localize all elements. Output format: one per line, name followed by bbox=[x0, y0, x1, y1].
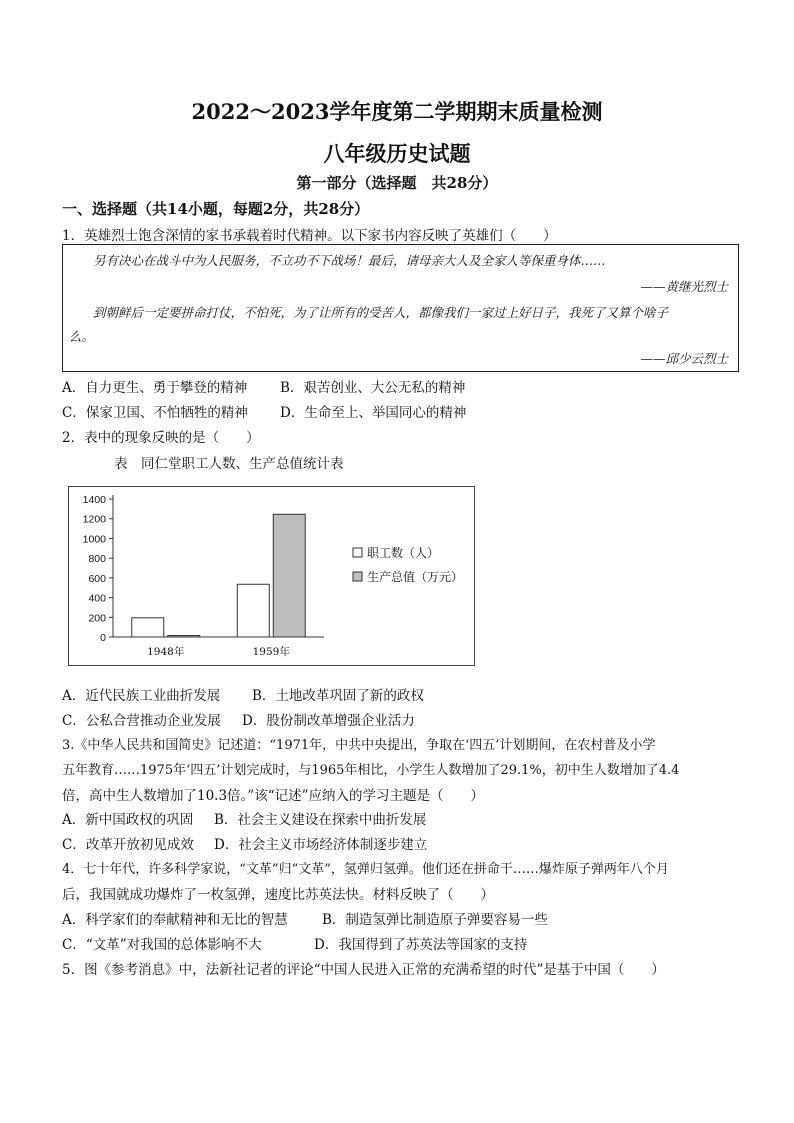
bar bbox=[168, 636, 200, 637]
y-tick-label: 200 bbox=[88, 612, 106, 625]
q4-line2: 后，我国就成功爆炸了一枚氢弹，速度比苏英法快。材料反映了（ ） bbox=[62, 887, 494, 903]
q1-letter1: 另有决心在战斗中为人民服务，不立功不下战场！最后，请母亲大人及全家人等保重身体…… bbox=[93, 253, 606, 268]
q1-stem: 1．英雄烈士饱含深情的家书承载着时代精神。以下家书内容反映了英雄们（ ） bbox=[62, 228, 557, 244]
legend-label: 职工数（人） bbox=[367, 546, 440, 560]
q4-line1: 4．七十年代，许多科学家说，“文革”归“文革”，氢弹归氢弹。他们还在拼命干……爆炸原子弹两年八个月 bbox=[62, 862, 669, 877]
bar bbox=[132, 618, 164, 637]
q1-letter2-cont: 么。 bbox=[69, 329, 95, 344]
exam-title: 2022～2023学年度第二学期期末质量检测 bbox=[191, 99, 603, 124]
y-tick-label: 1000 bbox=[82, 533, 106, 546]
q1-option-b: B．艰苦创业、大公无私的精神 bbox=[280, 380, 466, 396]
q1-signature2: ——邱少云烈士 bbox=[640, 351, 728, 366]
y-tick-label: 0 bbox=[100, 632, 106, 644]
q1-letter2: 到朝鲜后一定要拼命打仗，不怕死，为了让所有的受苦人，都像我们一家过上好日子，我死了又算个啥子 bbox=[93, 305, 669, 320]
bar bbox=[273, 514, 305, 637]
y-tick-label: 800 bbox=[88, 553, 106, 566]
q3-option-b: B．社会主义建设在探索中曲折发展 bbox=[214, 812, 427, 828]
q3-option-c: C．改革开放初见成效 bbox=[62, 837, 194, 853]
q3-option-d: D．社会主义市场经济体制逐步建立 bbox=[214, 837, 428, 853]
q2-option-d: D．股份制改革增强企业活力 bbox=[242, 713, 415, 729]
q3-line1: 3.《中华人民共和国简史》记述道：“1971年，中共中央提出，争取在‘四五’计划期间，在农村普及小学 bbox=[62, 738, 656, 753]
legend-swatch bbox=[353, 572, 362, 581]
q4-option-b: B．制造氢弹比制造原子弹要容易一些 bbox=[322, 912, 548, 928]
q1-option-c: C．保家卫国、不怕牺牲的精神 bbox=[62, 405, 248, 421]
q2-option-b: B．土地改革巩固了新的政权 bbox=[252, 688, 424, 704]
y-tick-label: 1400 bbox=[82, 494, 106, 506]
q5-stem: 5．图《参考消息》中，法新社记者的评论“中国人民进入正常的充满希望的时代”是基于中国（ ） bbox=[62, 962, 665, 978]
part-heading: 第一部分（选择题 共28分） bbox=[296, 174, 498, 192]
q2-option-a: A．近代民族工业曲折发展 bbox=[62, 688, 221, 704]
x-tick-label: 1959年 bbox=[252, 646, 290, 658]
q3-option-a: A．新中国政权的巩固 bbox=[62, 812, 194, 828]
q3-line2: 五年教育……1975年‘四五’计划完成时，与1965年相比，小学生人数增加了29.1%，初中生人数增加了4.4 bbox=[62, 763, 680, 778]
q2-bar-chart bbox=[68, 486, 475, 666]
q1-option-a: A．自力更生、勇于攀登的精神 bbox=[62, 380, 248, 396]
y-tick-label: 600 bbox=[88, 572, 106, 585]
q2-stem: 2．表中的现象反映的是（ ） bbox=[62, 430, 260, 446]
q1-letters-box bbox=[62, 244, 739, 372]
q1-signature1: ——黄继光烈士 bbox=[640, 279, 728, 294]
q2-table-caption: 表 同仁堂职工人数、生产总值统计表 bbox=[114, 456, 344, 472]
y-tick-label: 1200 bbox=[82, 513, 106, 526]
q4-option-c: C．“文革”对我国的总体影响不大 bbox=[62, 937, 262, 953]
q3-line3: 倍，高中生人数增加了10.3倍。”该“记述”应纳入的学习主题是（ ） bbox=[62, 788, 485, 804]
legend-swatch bbox=[353, 548, 362, 557]
bar bbox=[237, 584, 269, 637]
q2-option-c: C．公私合营推动企业发展 bbox=[62, 713, 221, 729]
x-tick-label: 1948年 bbox=[147, 646, 185, 658]
section-heading: 一、选择题（共14小题，每题2分，共28分） bbox=[62, 200, 370, 218]
exam-subtitle: 八年级历史试题 bbox=[323, 141, 471, 166]
chart-svg bbox=[69, 487, 474, 665]
q4-option-a: A．科学家们的奉献精神和无比的智慧 bbox=[62, 912, 288, 928]
y-tick-label: 400 bbox=[88, 592, 106, 605]
q4-option-d: D．我国得到了苏英法等国家的支持 bbox=[314, 937, 528, 953]
legend-label: 生产总值（万元） bbox=[367, 570, 464, 584]
q1-option-d: D．生命至上、举国同心的精神 bbox=[280, 405, 467, 421]
